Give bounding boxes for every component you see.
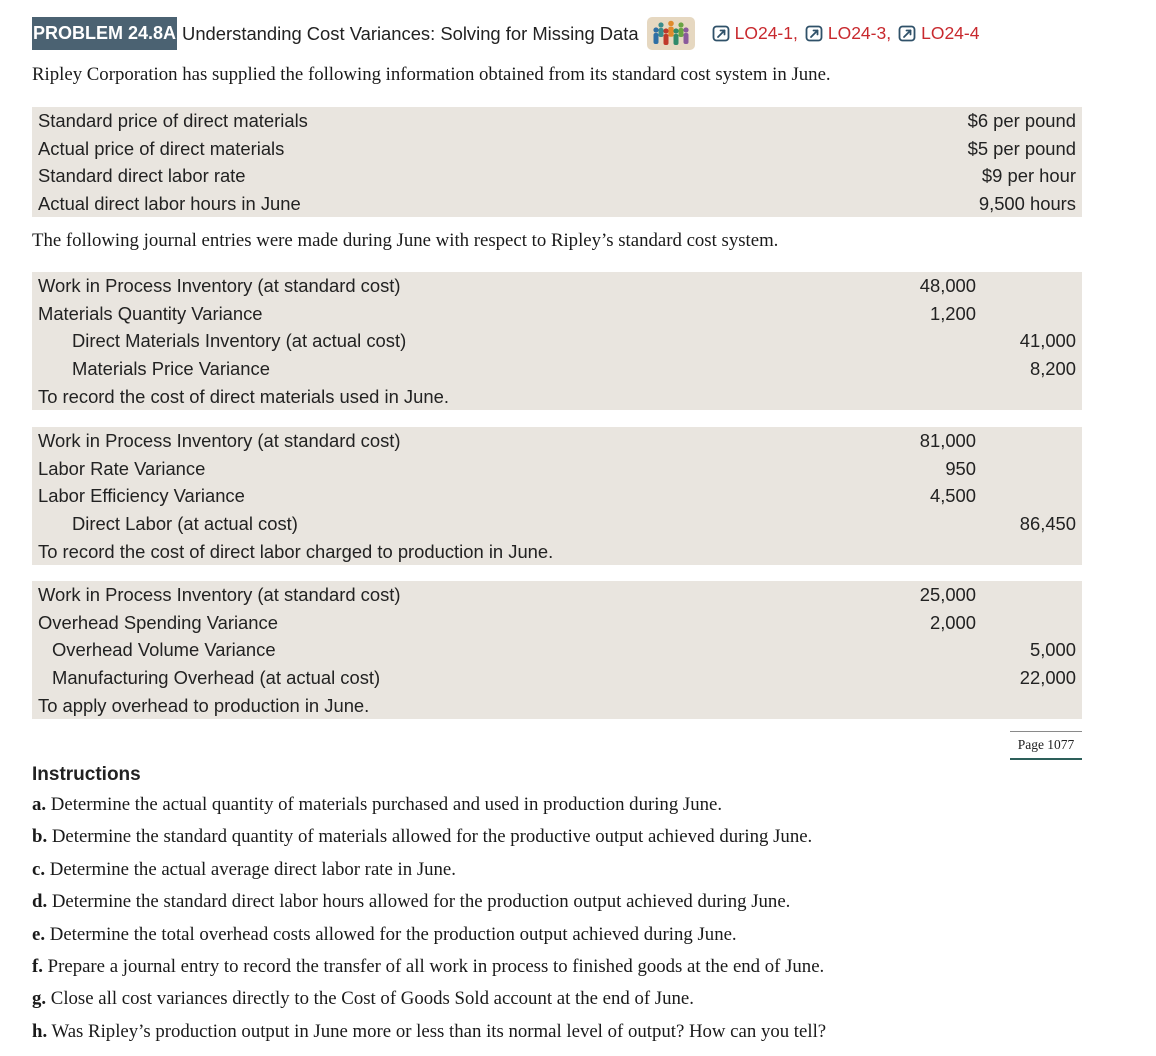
- account-name: Work in Process Inventory (at standard cost): [38, 275, 401, 296]
- journal-line: [38, 664, 1076, 692]
- empty-credit-cell: [976, 609, 1076, 637]
- instruction-text: Prepare a journal entry to record the transfer of all work in process to finished goods at the end of June.: [47, 955, 825, 977]
- journal-line: [38, 581, 1076, 609]
- instruction-text: Determine the actual average direct labor rate in June.: [49, 858, 456, 880]
- instruction-item: [32, 1016, 826, 1048]
- account-name: Direct Labor (at actual cost): [72, 513, 298, 535]
- info-row: [38, 107, 1076, 135]
- credit-amount: 22,000: [1019, 667, 1076, 689]
- instruction-letter: g.: [32, 988, 47, 1010]
- account-name: Overhead Spending Variance: [38, 611, 278, 633]
- info-value: $9 per hour: [981, 165, 1076, 186]
- credit-amount: 86,450: [1019, 513, 1076, 535]
- instruction-item: [32, 919, 826, 951]
- journal-line: [38, 355, 1076, 383]
- lo-link-label: LO24-3,: [827, 23, 892, 43]
- problem-number-badge: PROBLEM 24.8A: [32, 17, 177, 50]
- journal-line: [38, 300, 1076, 328]
- external-link-icon: [805, 24, 824, 43]
- instruction-text: Determine the standard quantity of materials allowed for the productive output achieved during June.: [51, 826, 813, 848]
- account-name: Materials Quantity Variance: [38, 302, 263, 324]
- journal-line: [38, 482, 1076, 510]
- account-name: Labor Efficiency Variance: [38, 485, 245, 507]
- journal-entry-direct-labor: [32, 427, 1082, 565]
- journal-memo: To apply overhead to production in June.: [38, 694, 370, 716]
- instruction-letter: d.: [32, 891, 48, 913]
- instruction-letter: c.: [32, 858, 46, 880]
- journal-entry-direct-materials: [32, 272, 1082, 410]
- instruction-text: Determine the actual quantity of materials purchased and used in production during June.: [50, 794, 723, 815]
- account-name: Overhead Volume Variance: [52, 639, 276, 661]
- credit-amount: 5,000: [1029, 639, 1076, 661]
- debit-amount: 81,000: [919, 430, 976, 451]
- lo-link-24-3[interactable]: [805, 23, 891, 44]
- info-label: Actual price of direct materials: [38, 137, 285, 159]
- lo-link-24-1[interactable]: [712, 23, 798, 44]
- account-name: Labor Rate Variance: [38, 457, 206, 479]
- empty-credit-cell: [976, 482, 1076, 510]
- empty-credit-cell: [976, 272, 1076, 300]
- instruction-item: [32, 951, 826, 983]
- debit-amount: 48,000: [919, 275, 976, 296]
- account-name: Materials Price Variance: [72, 358, 270, 380]
- account-name: Work in Process Inventory (at standard cost): [38, 430, 401, 451]
- journal-memo: To record the cost of direct materials used in June.: [38, 385, 449, 407]
- intro-paragraph: Ripley Corporation has supplied the following information obtained from its standard cost system in June.: [32, 64, 831, 85]
- info-row: [38, 162, 1076, 190]
- info-label: Standard direct labor rate: [38, 165, 246, 186]
- info-value: $5 per pound: [967, 137, 1076, 159]
- instruction-text: Determine the standard direct labor hours allowed for the production output achieved during June.: [51, 891, 791, 913]
- lo-link-label: LO24-4: [921, 23, 980, 43]
- empty-credit-cell: [976, 455, 1076, 483]
- problem-header: [32, 17, 979, 50]
- instruction-letter: a.: [32, 794, 47, 815]
- journal-line: [38, 609, 1076, 637]
- journal-memo: To record the cost of direct labor charged to production in June.: [38, 540, 554, 562]
- journal-entry-overhead: [32, 581, 1082, 719]
- page-number-marker: Page 1077: [1010, 731, 1082, 760]
- instruction-item: [32, 886, 826, 918]
- group-work-icon: [647, 17, 695, 50]
- instruction-text: Close all cost variances directly to the Cost of Goods Sold account at the end of June.: [50, 988, 694, 1010]
- journal-line: [38, 272, 1076, 300]
- lo-link-label: LO24-1,: [734, 23, 798, 43]
- info-label: Actual direct labor hours in June: [38, 192, 301, 214]
- debit-amount: 950: [945, 457, 976, 479]
- credit-amount: 41,000: [1019, 330, 1076, 352]
- external-link-icon: [712, 24, 731, 43]
- journal-line: [38, 510, 1076, 538]
- instruction-letter: b.: [32, 826, 48, 848]
- instruction-item: [32, 854, 826, 886]
- instruction-text: Determine the total overhead costs allowed for the production output achieved during June.: [49, 923, 737, 945]
- empty-credit-cell: [976, 300, 1076, 328]
- journal-intro-paragraph: The following journal entries were made during June with respect to Ripley’s standard cost system.: [32, 230, 779, 251]
- instruction-text: Was Ripley’s production output in June more or less than its normal level of output? How can you tell?: [51, 1020, 827, 1042]
- account-name: Direct Materials Inventory (at actual cost): [72, 330, 407, 352]
- empty-credit-cell: [976, 427, 1076, 455]
- debit-amount: 4,500: [929, 485, 976, 507]
- info-label: Standard price of direct materials: [38, 110, 308, 131]
- instruction-letter: f.: [32, 955, 43, 977]
- info-row: [38, 135, 1076, 163]
- journal-line: [38, 427, 1076, 455]
- standard-cost-info-table: [32, 107, 1082, 217]
- lo-link-24-4[interactable]: [898, 23, 979, 44]
- empty-debit-cell: [876, 510, 976, 538]
- external-link-icon: [898, 24, 917, 43]
- instruction-item: [32, 821, 826, 853]
- info-value: 9,500 hours: [978, 192, 1076, 214]
- journal-line: [38, 636, 1076, 664]
- account-name: Work in Process Inventory (at standard cost): [38, 584, 401, 605]
- journal-line: [38, 455, 1076, 483]
- account-name: Manufacturing Overhead (at actual cost): [52, 667, 381, 689]
- debit-amount: 25,000: [919, 584, 976, 605]
- instructions-heading: Instructions: [32, 764, 141, 785]
- instruction-letter: h.: [32, 1020, 48, 1042]
- instruction-item: [32, 789, 826, 821]
- credit-amount: 8,200: [1029, 358, 1076, 380]
- empty-debit-cell: [876, 636, 976, 664]
- debit-amount: 1,200: [929, 302, 976, 324]
- empty-debit-cell: [876, 327, 976, 355]
- instructions-list: [32, 789, 826, 1048]
- info-row: [38, 190, 1076, 218]
- instruction-letter: e.: [32, 923, 46, 945]
- problem-title: Understanding Cost Variances: Solving for Missing Data: [182, 22, 639, 44]
- info-value: $6 per pound: [967, 110, 1076, 131]
- empty-debit-cell: [876, 664, 976, 692]
- empty-credit-cell: [976, 581, 1076, 609]
- journal-line: [38, 327, 1076, 355]
- empty-debit-cell: [876, 355, 976, 383]
- debit-amount: 2,000: [929, 611, 976, 633]
- instruction-item: [32, 983, 826, 1015]
